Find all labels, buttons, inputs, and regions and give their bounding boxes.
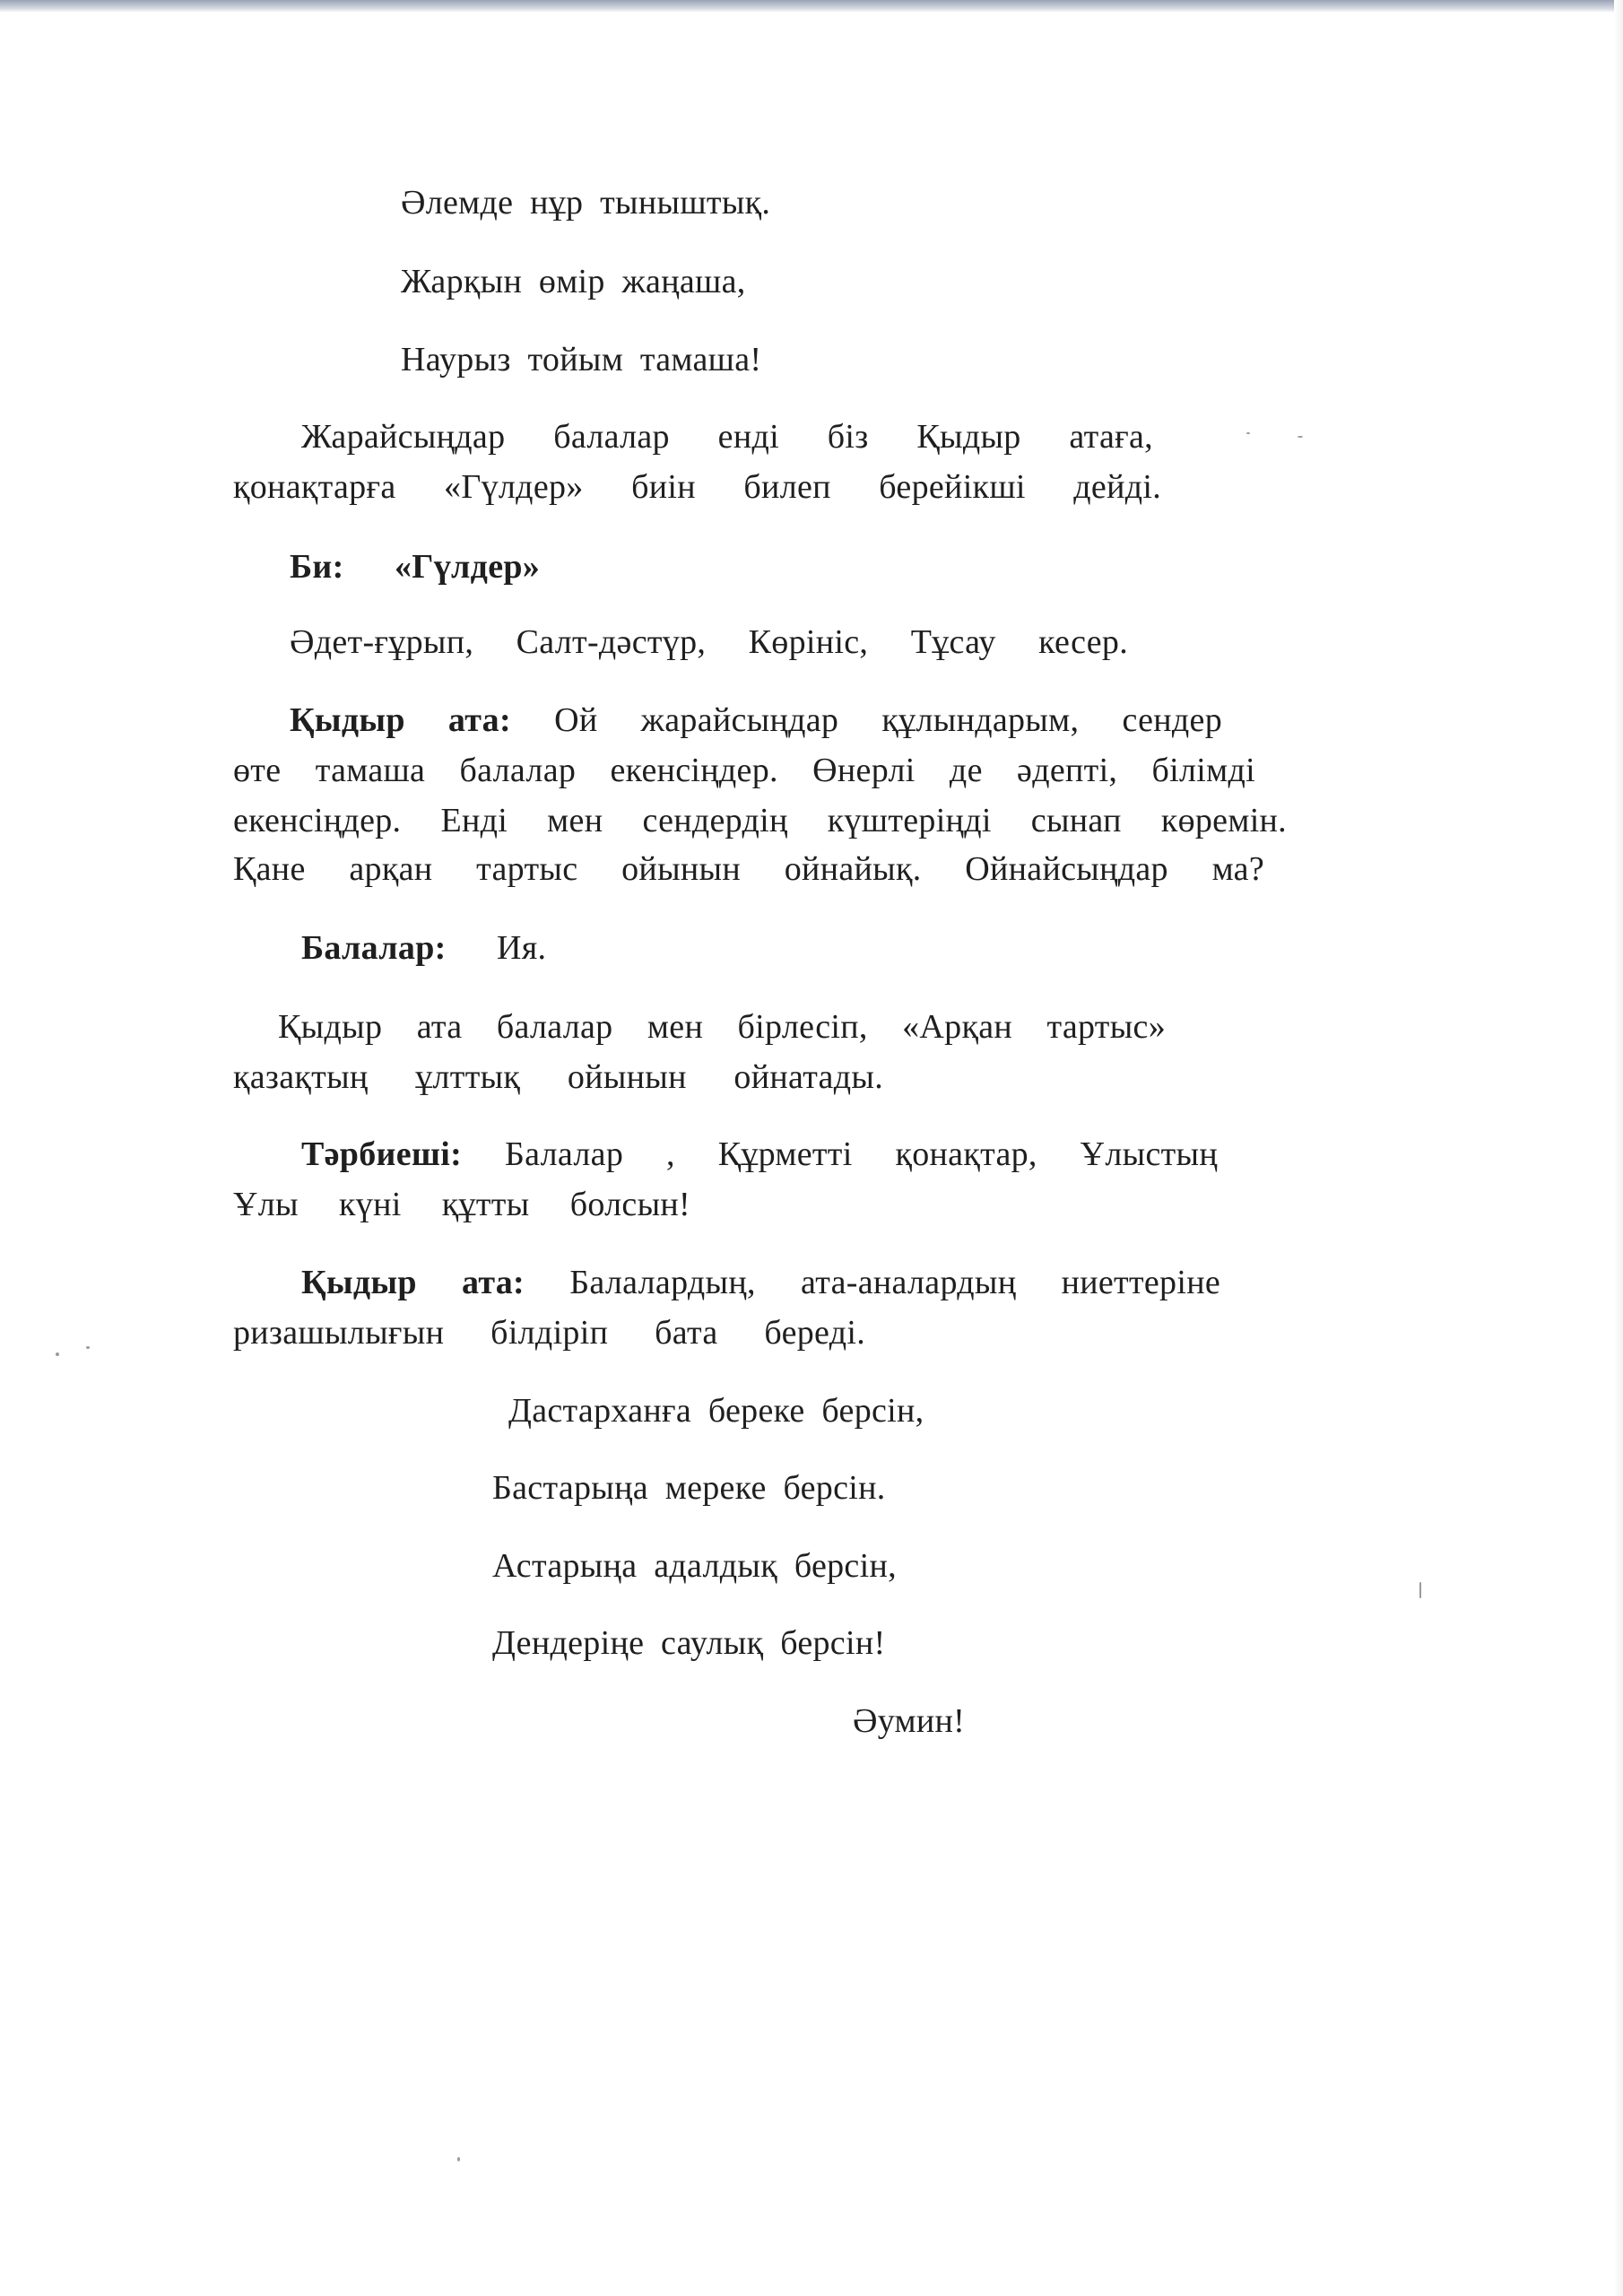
- teacher-speech-line-1: [301, 1133, 1218, 1176]
- children-reply-text: Ия.: [497, 929, 547, 967]
- blessing-line-3: Астарыңа адалдық берсін,: [492, 1547, 897, 1585]
- blessing-line-4: Дендеріңе саулық берсін!: [492, 1624, 886, 1662]
- kydyr-speech-1-line-4: Қане арқан тартыс ойынын ойнайық. Ойнайсыңдар ма?: [233, 850, 1264, 888]
- kydyr-speech-1-line-2: өте тамаша балалар екенсіңдер. Өнерлі де әдепті, білімді: [233, 752, 1255, 789]
- paragraph-1-line-2: қонақтарға «Гүлдер» биін билеп берейікші дейді.: [233, 468, 1161, 506]
- speaker-kydyr-1: Қыдыр ата:: [290, 701, 511, 739]
- kydyr-speech-1-line-1: [290, 699, 1222, 742]
- speaker-kydyr-2: Қыдыр ата:: [301, 1264, 525, 1301]
- paragraph-2-line-2: қазақтың ұлттық ойынын ойнатады.: [233, 1058, 883, 1096]
- speaker-children: Балалар:: [301, 929, 447, 967]
- amen-line: Әумин!: [853, 1702, 966, 1740]
- poem-intro-line-3: Наурыз тойым тамаша!: [401, 341, 762, 378]
- poem-intro-line-2: Жарқын өмір жаңаша,: [401, 263, 746, 300]
- dance-heading: [290, 545, 540, 588]
- scan-right-edge: [1614, 0, 1623, 2296]
- scan-speck: [457, 2157, 460, 2161]
- blessing-line-1: Дастарханға береке берсін,: [508, 1392, 924, 1430]
- paragraph-1-line-1: Жарайсыңдар балалар енді біз Қыдыр атаға,: [301, 418, 1153, 456]
- kydyr-speech-2-line-1: [301, 1261, 1220, 1304]
- speaker-teacher: Тәрбиеші:: [301, 1135, 463, 1173]
- dance-title: «Гүлдер»: [394, 548, 541, 586]
- paragraph-2-line-1: Қыдыр ата балалар мен бірлесіп, «Арқан тартыс»: [278, 1008, 1166, 1046]
- kydyr-speech-2-line-2: ризашылығын білдіріп бата береді.: [233, 1314, 865, 1352]
- scan-speck: [56, 1352, 59, 1356]
- kydyr-speech-1-first: Ой жарайсыңдар құлындарым, сендер: [554, 701, 1222, 739]
- blessing-line-2: Бастарыңа мереке берсін.: [492, 1469, 886, 1507]
- customs-line: Әдет-ғұрып, Салт-дәстүр, Көрініс, Тұсау кесер.: [290, 623, 1128, 661]
- kydyr-speech-1-line-3: екенсіңдер. Енді мен сендердің күштеріңді сынап көремін.: [233, 802, 1287, 839]
- poem-intro-line-1: Әлемде нұр тыныштық.: [401, 184, 771, 222]
- scan-top-edge: [0, 0, 1623, 13]
- teacher-speech-line-2: Ұлы күні құтты болсын!: [233, 1186, 690, 1223]
- scan-speck: [1246, 432, 1250, 434]
- dance-label: Би:: [290, 548, 344, 586]
- kydyr-speech-2-first: Балалардың, ата-аналардың ниеттеріне: [569, 1264, 1220, 1301]
- teacher-speech-first: Балалар , Құрметті қонақтар, Ұлыстың: [505, 1135, 1218, 1173]
- scan-speck: [1419, 1582, 1421, 1598]
- scan-speck: [1298, 436, 1303, 438]
- children-reply: [301, 926, 546, 970]
- scan-speck: [86, 1346, 90, 1349]
